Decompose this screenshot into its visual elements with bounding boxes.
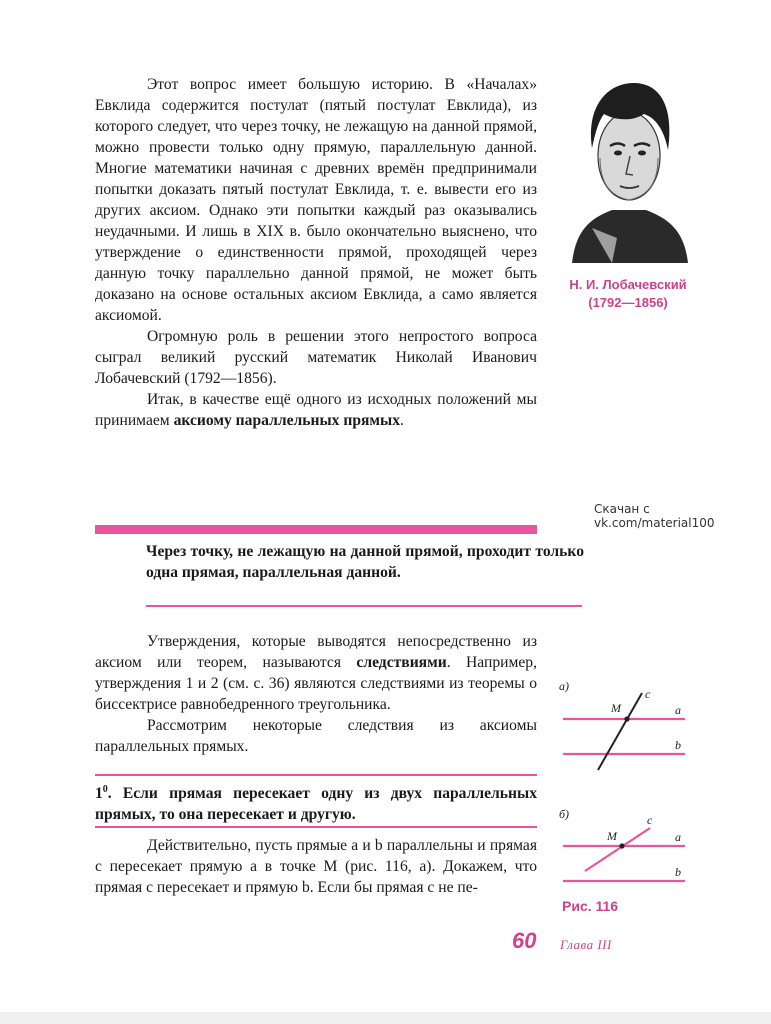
proof-text-block bbox=[95, 835, 537, 898]
paragraph-proof: Действительно, пусть прямые a и b параллельны и прямая c пересекает прямую a в точке M (рис. 116, а). Докажем, что прямая c пересекает и прямую b. Если бы прямая c не пе- bbox=[95, 837, 537, 896]
fig-a-label-a: a bbox=[675, 703, 681, 717]
viewer-bottom-bar bbox=[0, 1012, 771, 1024]
label-b: б) bbox=[559, 807, 570, 821]
axiom-statement: Через точку, не лежащую на данной прямой, проходит только одна прямая, параллельная данной. bbox=[146, 543, 584, 581]
fig-a-label-m: M bbox=[611, 701, 621, 715]
axiom-bottom-rule bbox=[146, 605, 582, 607]
consequence-bottom-rule bbox=[95, 826, 537, 828]
label-a: а) bbox=[559, 679, 569, 693]
corollary-def-text: Утверждения, которые выводятся непосредственно из аксиом или теорем, называются bbox=[95, 633, 537, 671]
consequence-top-rule bbox=[95, 774, 537, 776]
intro-text-block bbox=[95, 74, 537, 431]
fig-b-point-m bbox=[619, 843, 624, 848]
paragraph-axiom-intro bbox=[95, 389, 537, 431]
paragraph-consider: Рассмотрим некоторые следствия из аксиомы параллельных прямых. bbox=[95, 717, 537, 755]
page-number: 60 bbox=[512, 928, 537, 953]
consequence-number: 1 bbox=[95, 785, 103, 803]
fig-b-label-c: c bbox=[647, 813, 653, 827]
chapter-label: Глава III bbox=[560, 937, 612, 952]
paragraph-corollary-def bbox=[95, 631, 537, 715]
fig-a-label-c: c bbox=[645, 687, 651, 701]
lobachevsky-portrait bbox=[562, 78, 696, 268]
axiom-intro-end: . bbox=[400, 412, 404, 429]
consequence-1 bbox=[95, 779, 537, 825]
watermark-text: Скачан с vk.com/material100 bbox=[594, 502, 715, 530]
fig-a-label-b: b bbox=[675, 738, 681, 752]
axiom-intro-text: Итак, в качестве ещё одного из исходных положений мы принимаем bbox=[95, 391, 537, 429]
portrait-name: Н. И. Лобачевский bbox=[569, 277, 687, 292]
corollary-term: следствиями bbox=[356, 654, 447, 671]
axiom-top-rule bbox=[95, 525, 537, 534]
paragraph-history: Этот вопрос имеет большую историю. В «Началах» Евклида содержится постулат (пятый постулат Евклида), из которого следует, что через точку, не лежащую на данной прямой, можно провести только одну прямую, параллельную данной. Многие математики начиная с древних времён предпринимали попытки доказать пятый постулат Евклида, т. е. вывести его из других аксиом. Однако эти попытки каждый раз оказывались неудачными. И лишь в XIX в. было окончательно выяснено, что утверждение о единственности прямой, проходящей через данную точку параллельно данной прямой, не может быть доказано на основе остальных аксиом Евклида, а само является аксиомой. bbox=[95, 76, 537, 324]
corollary-def-end: . Например, утверждения 1 и 2 (см. с. 36) являются следствиями из теоремы о биссектрисе равнобедренного треугольника. bbox=[95, 654, 537, 713]
figure-caption: Рис. 116 bbox=[562, 898, 619, 914]
consequence-text: . Если прямая пересекает одну из двух параллельных прямых, то она пересекает и другую. bbox=[95, 785, 537, 824]
fig-b-label-b: b bbox=[675, 865, 681, 879]
axiom-term: аксиому параллельных прямых bbox=[173, 412, 401, 429]
paragraph-lobachevsky: Огромную роль в решении этого непростого вопроса сыграл великий русский математик Николай Иванович Лобачевский (1792—1856). bbox=[95, 328, 537, 387]
fig-b-label-m: M bbox=[607, 829, 617, 843]
portrait-years: (1792—1856) bbox=[588, 295, 668, 310]
consequence-degree: 0 bbox=[102, 784, 108, 795]
fig-a-point-m bbox=[624, 716, 629, 721]
fig-b-label-a: a bbox=[675, 830, 681, 844]
corollary-text-block bbox=[95, 631, 537, 757]
fig-b-line-c bbox=[585, 828, 650, 871]
portrait-caption bbox=[553, 276, 703, 312]
figure-116 bbox=[555, 676, 695, 906]
